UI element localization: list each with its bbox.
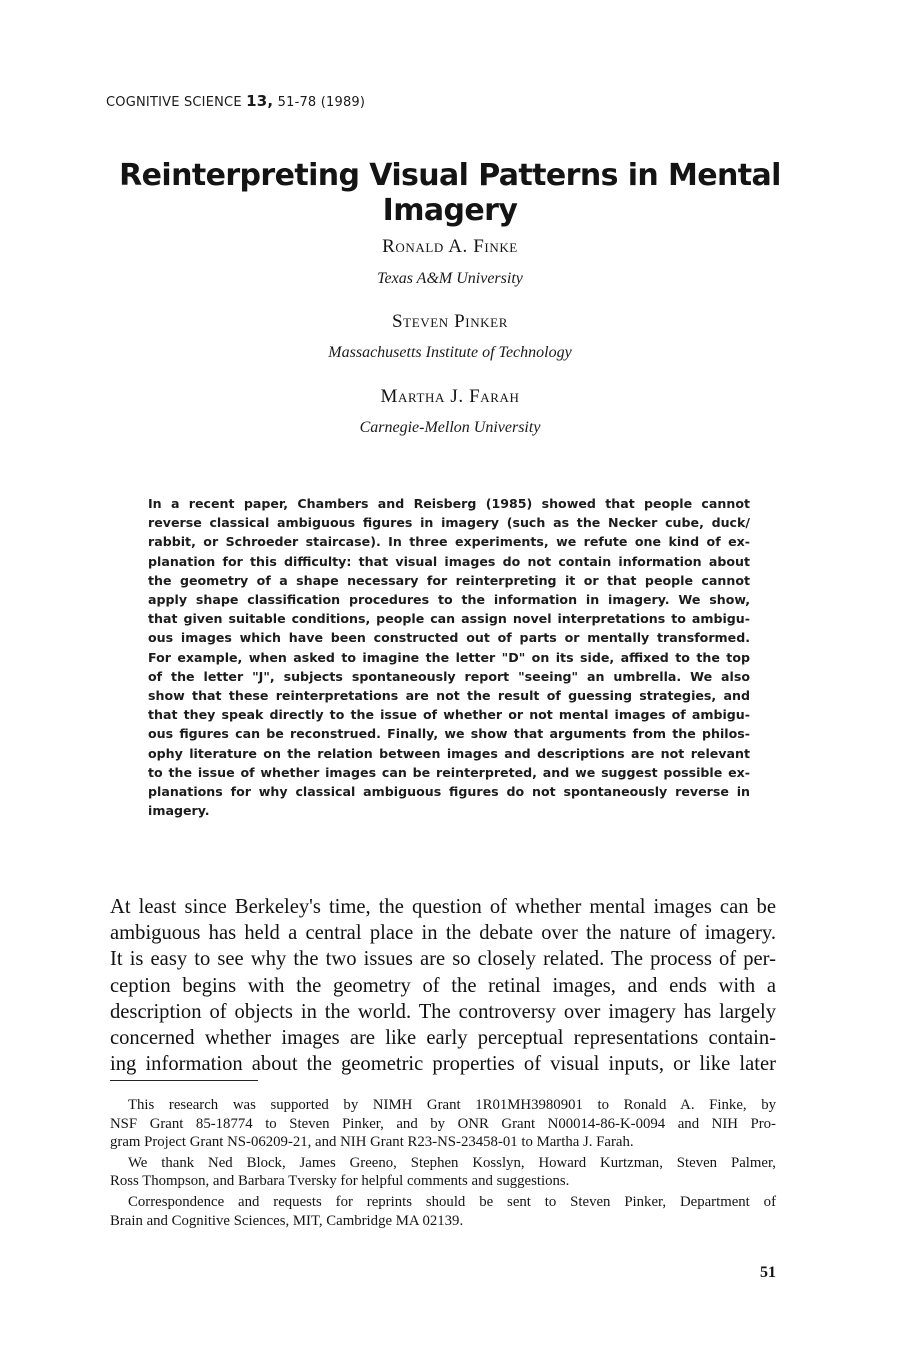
footnote-acknowledgments bbox=[110, 1154, 776, 1191]
journal-pages-year: 51-78 (1989) bbox=[277, 95, 366, 110]
abstract-line: In a recent paper, Chambers and Reisberg (1985) showed that people cannot bbox=[148, 496, 750, 511]
author-affiliation-2: Massachusetts Institute of Technology bbox=[328, 344, 572, 361]
body-line: ambiguous has held a central place in the debate over the nature of imagery. bbox=[110, 922, 776, 945]
journal-header bbox=[106, 92, 365, 110]
footnote-line: NSF Grant 85-18774 to Steven Pinker, and by ONR Grant N00014-86-K-0094 and NIH Pro- bbox=[110, 1115, 776, 1132]
author-affiliation-1: Texas A&M University bbox=[377, 270, 523, 287]
abstract-line: that they speak directly to the issue of whether or not mental images of ambigu- bbox=[148, 707, 750, 723]
footnote-correspondence bbox=[110, 1193, 776, 1230]
footnote-line: Correspondence and requests for reprints should be sent to Steven Pinker, Department of bbox=[128, 1193, 776, 1210]
abstract-line: planation for this difficulty: that visual images do not contain information about bbox=[148, 553, 750, 569]
paper-title: Reinterpreting Visual Patterns in Mental Imagery bbox=[119, 158, 781, 228]
author-name-2: Steven Pinker bbox=[391, 311, 508, 332]
footnote-line: Ross Thompson, and Barbara Tversky for helpful comments and suggestions. bbox=[110, 1173, 570, 1190]
abstract-line: For example, when asked to imagine the letter "D" on its side, affixed to the top bbox=[148, 649, 750, 665]
abstract-line: the geometry of a shape necessary for reinterpreting it or that people cannot bbox=[148, 572, 750, 588]
footnote-divider bbox=[110, 1080, 258, 1081]
author-name-1: Ronald A. Finke bbox=[382, 236, 518, 257]
body-line: ing information about the geometric properties of visual inputs, or like later bbox=[110, 1053, 776, 1076]
author-affiliation-3: Carnegie-Mellon University bbox=[359, 419, 541, 436]
abstract-line: of the letter "J", subjects spontaneously report "seeing" an umbrella. We also bbox=[148, 668, 750, 684]
abstract-line: apply shape classification procedures to the information in imagery. We show, bbox=[148, 592, 750, 608]
body-line: ception begins with the geometry of the retinal images, and ends with a bbox=[110, 974, 776, 997]
abstract-line: to the issue of whether images can be reinterpreted, and we suggest possible ex- bbox=[148, 764, 750, 780]
journal-name: COGNITIVE SCIENCE bbox=[106, 95, 242, 110]
body-paragraph bbox=[110, 894, 776, 1077]
body-line: It is easy to see why the two issues are so closely related. The process of per- bbox=[110, 948, 776, 971]
abstract-line: reverse classical ambiguous figures in imagery (such as the Necker cube, duck/ bbox=[148, 515, 750, 531]
abstract-line: show that these reinterpretations are not the result of guessing strategies, and bbox=[148, 688, 750, 704]
footnote-funding bbox=[110, 1096, 776, 1152]
body-line: concerned whether images are like early perceptual representations contain- bbox=[110, 1027, 776, 1050]
footnote-line: We thank Ned Block, James Greeno, Stephen Kosslyn, Howard Kurtzman, Steven Palmer, bbox=[128, 1154, 776, 1171]
abstract-line: ous images which have been constructed out of parts or mentally transformed. bbox=[148, 630, 750, 646]
footnote-line: Brain and Cognitive Sciences, MIT, Cambridge MA 02139. bbox=[110, 1212, 464, 1229]
page-number: 51 bbox=[760, 1264, 776, 1281]
abstract-line: ophy literature on the relation between images and descriptions are not relevant bbox=[148, 745, 750, 761]
body-line: At least since Berkeley's time, the question of whether mental images can be bbox=[110, 896, 776, 918]
abstract-line: that given suitable conditions, people can assign novel interpretations to ambigu- bbox=[148, 611, 750, 627]
footnote-line: gram Project Grant NS-06209-21, and NIH Grant R23-NS-23458-01 to Martha J. Farah. bbox=[110, 1134, 634, 1151]
abstract bbox=[148, 494, 750, 820]
abstract-line: ous figures can be reconstrued. Finally, we show that arguments from the philos- bbox=[148, 726, 750, 742]
abstract-line: imagery. bbox=[148, 803, 210, 819]
footnote-line: This research was supported by NIMH Grant 1R01MH3980901 to Ronald A. Finke, by bbox=[128, 1097, 776, 1113]
journal-volume: 13, bbox=[246, 92, 274, 110]
body-line: description of objects in the world. The controversy over imagery has largely bbox=[110, 1000, 776, 1023]
abstract-line: planations for why classical ambiguous figures do not spontaneously reverse in bbox=[148, 784, 750, 800]
author-name-3: Martha J. Farah bbox=[380, 386, 520, 407]
abstract-line: rabbit, or Schroeder staircase). In three experiments, we refute one kind of ex- bbox=[148, 534, 750, 550]
footnotes bbox=[110, 1096, 776, 1232]
